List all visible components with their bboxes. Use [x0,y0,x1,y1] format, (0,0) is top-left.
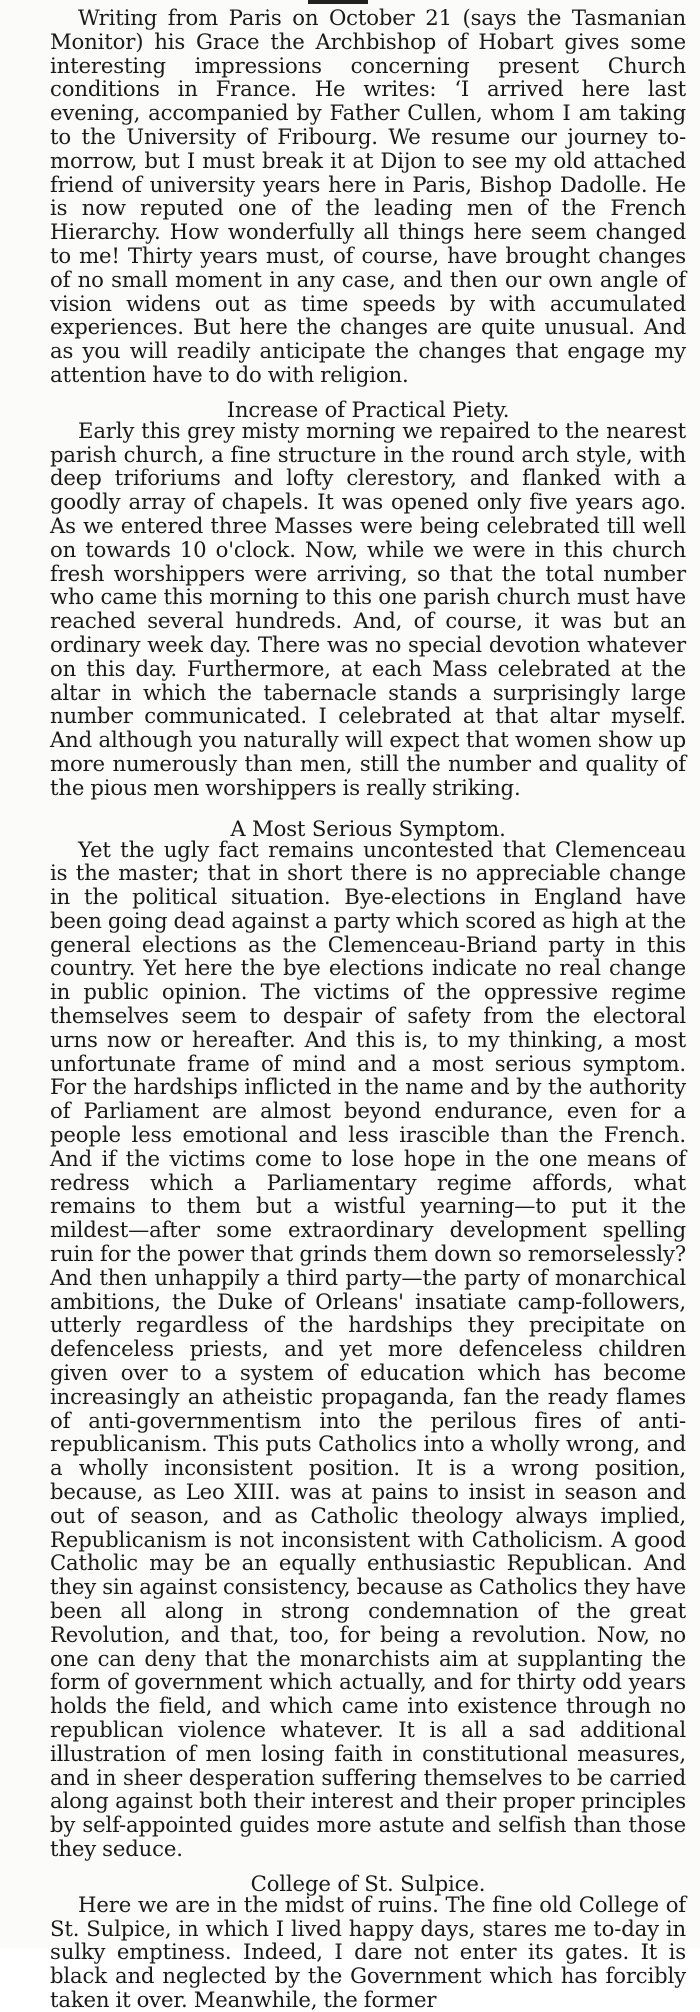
section-2-separator [50,811,686,841]
section-3-separator [50,1866,686,1896]
section-2-paragraph: Yet the ugly fact remains uncontested that Clemenceau is the master; that in short there is no appreciable change in the political situation. Bye-elections in England have been going dead against a party which scored as high at the general elections as the Clemenceau-Briand party in this country. Yet here the bye elections indicate no real change in public opinion. The victims of the oppressive regime themselves seem to despair of safety from the electoral urns now or hereafter. And this is, to my thinking, a most unfortunate frame of mind and a most serious symptom. For the hardships inflicted in the name and by the authority of Parliament are almost beyond endurance, even for a people less emotional and less irascible than the French. And if the victims come to lose hope in the one means of redress which a Parliamentary regime affords, what remains to them but a wistful yearning—to put it the mildest—after some extraordinary development spelling ruin for the power that grinds them down so remorselessly? And then unhappily a third party—the party of monarchical ambitions, the Duke of Orleans' insatiate camp-followers, utterly regardless of the hardships they precipitate on defenceless priests, and yet more defenceless children given over to a system of education which has become increasingly an atheistic propaganda, fan the ready flames of anti-governmentism into the perilous fires of anti-republicanism. This puts Catholics into a wholly wrong, and a wholly inconsistent position. It is a wrong position, because, as Leo XIII. was at pains to insist in season and out of season, and as Catholic theology always implied, Republicanism is not inconsistent with Catholicism. A good Catholic may be an equally enthusiastic Republican. And they sin against consistency, because as Catholics they have been all along in strong condemnation of the great Revolution, and that, too, for being a revolution. Now, no one can deny that the monarchists aim at supplanting the form of government which actually, and for thirty odd years holds the field, and which came into existence through no republican violence whatever. It is all a sad additional illustration of men losing faith in constitutional measures, and in sheer desperation suffering themselves to be carried along against both their interest and their proper principles by self-appointed guides more astute and selfish than those they seduce. [50,836,686,1861]
article-column [50,6,686,2012]
section-3-paragraph: Here we are in the midst of ruins. The fine old College of St. Sulpice, in which I lived happy days, stares me to-day in sulky emptiness. Indeed, I dare not enter its gates. It is black and neglected by the Government which has forcibly taken it over. Meanwhile, the former [50,1891,686,2012]
section-2-heading: A Most Serious Symptom. [230,815,506,841]
section-1-paragraph: Early this grey misty morning we repaired to the nearest parish church, a fine structure in the round arch style, with deep triforiums and lofty clerestory, and flanked with a goodly array of chapels. It was opened only five years ago. As we entered three Masses were being celebrated till well on towards 10 o'clock. Now, while we were in this church fresh worshippers were arriving, so that the total number who came this morning to this one parish church must have reached several hundreds. And, of course, it was but an ordinary week day. There was no special devotion whatever on this day. Furthermore, at each Mass celebrated at the altar in which the tabernacle stands a surprisingly large number communicated. I celebrated at that altar myself. And although you naturally will expect that women show up more numerously than men, still the number and quality of the pious men worshippers is really striking. [50,417,686,800]
section-1-heading: Increase of Practical Piety. [226,396,510,422]
top-rule-divider [308,0,368,4]
section-3-heading: College of St. Sulpice. [250,1870,486,1896]
section-1-separator [50,392,686,422]
intro-paragraph: Writing from Paris on October 21 (says the Tasmanian Monitor) his Grace the Archbishop of Hobart gives some interesting impressions concerning present Church conditions in France. He writes: ‘I arrived here last evening, accompanied by Father Cullen, whom I am taking to the University of Fribourg. We resume our journey to-morrow, but I must break it at Dijon to see my old attached friend of university years here in Paris, Bishop Dadolle. He is now reputed one of the leading men of the French Hierarchy. How wonderfully all things here seem changed to me! Thirty years must, of course, have brought changes of no small moment in any case, and then our own angle of vision widens out as time speeds by with accumulated experiences. But here the changes are quite unusual. And as you will readily anticipate the changes that engage my attention have to do with religion. [50,5,686,387]
